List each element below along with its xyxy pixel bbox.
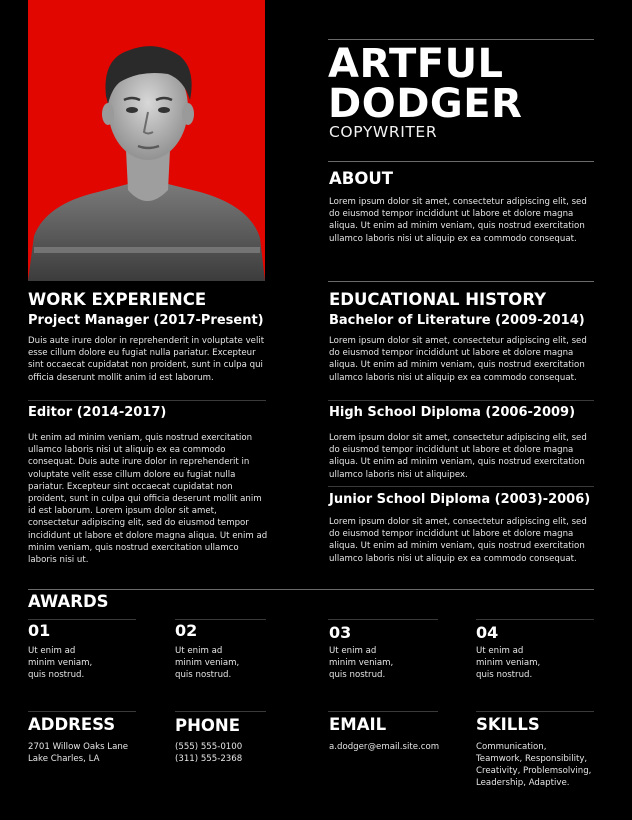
work-divider [28,400,266,401]
education-title: EDUCATIONAL HISTORY [329,290,547,309]
work-item-1-text: Duis aute irure dolor in reprehenderit in voluptate velit esse cillum dolore eu fugiat nulla pariatur. Excepteur sint occaecat cupidatat non proident, sunt in culpa qui officia deserunt mollit anim id est laborum. [28,336,265,383]
education-divider [328,281,594,282]
phone-text: (555) 555-0100 (311) 555-2368 [175,742,243,764]
email-text[interactable]: a.dodger@email.site.com [329,742,440,752]
about-title: ABOUT [329,169,394,188]
education-item-2-title: High School Diploma (2006-2009) [329,405,576,420]
about-text: Lorem ipsum dolor sit amet, consectetur adipiscing elit, sed do eiusmod tempor incididunt ut labore et dolore magna aliqua. Ut enim ad minim veniam, quis nostrud exercitation ullamco laboris nisi ut aliquip ex ea commodo consequat. [329,197,587,244]
award-1-divider [28,619,136,620]
award-2-text: Ut enim ad minim veniam, quis nostrud. [175,646,240,680]
work-item-2-text: Ut enim ad minim veniam, quis nostrud exercitation ullamco laboris nisi ut aliquip ex ea commodo consequat. Duis aute irure dolor in reprehenderit in voluptate velit esse cillum dolore eu fugiat nulla pariatur. Excepteur sint occaecat cupidatat non proident, sunt in culpa qui officia deserunt mollit anim id est laborum. Lorem ipsum dolor sit amet, consectetur adipiscing elit, sed do eiusmod tempor incididunt ut labore et dolore magna aliqua. Ut enim ad minim veniam, quis nostrud exercitation ullamco laboris nisi ut. [28,433,268,566]
portrait-image [28,0,265,281]
name-heading [328,41,523,127]
role-title: COPYWRITER [329,123,438,141]
phone-title: PHONE [175,716,241,735]
address-title: ADDRESS [28,715,116,734]
awards-divider [28,589,594,590]
work-title: WORK EXPERIENCE [28,290,207,309]
name-line-2: DODGER [328,81,523,127]
award-4-number: 04 [476,623,499,642]
education-item-1-title: Bachelor of Literature (2009-2014) [329,313,585,328]
education-item-3-title: Junior School Diploma (2003)-2006) [329,492,591,507]
award-3-divider [328,619,438,620]
name-line-1: ARTFUL [328,41,504,87]
header-top-divider [328,39,594,40]
award-4-divider [476,619,594,620]
award-1-text: Ut enim ad minim veniam, quis nostrud. [28,646,93,680]
education-divider-1 [328,400,594,401]
email-divider [328,711,438,712]
skills-text: Communication, Teamwork, Responsibility, Creativity, Problemsolving, Leadership, Adaptive. [476,742,592,788]
skills-divider [476,711,594,712]
award-4-text: Ut enim ad minim veniam, quis nostrud. [476,646,541,680]
address-text: 2701 Willow Oaks Lane Lake Charles, LA [28,742,129,764]
work-item-2-title: Editor (2014-2017) [28,405,167,420]
education-item-3-text: Lorem ipsum dolor sit amet, consectetur adipiscing elit, sed do eiusmod tempor incididunt ut labore et dolore magna aliqua. Ut enim ad minim veniam, quis nostrud exercitation ullamco laboris nisi ut aliquip ex ea commodo consequat. [329,517,587,564]
award-3-number: 03 [329,623,352,642]
award-3-text: Ut enim ad minim veniam, quis nostrud. [329,646,394,680]
about-divider [328,161,594,162]
education-item-2-text: Lorem ipsum dolor sit amet, consectetur adipiscing elit, sed do eiusmod tempor incididunt ut labore et dolore magna aliqua. Ut enim ad minim veniam, quis nostrud exercitation ullamco laboris nisi ut aliquipex. [329,433,587,480]
award-1-number: 01 [28,621,51,640]
award-2-divider [175,619,266,620]
profile-photo [28,0,265,281]
awards-title: AWARDS [28,592,109,611]
work-item-1-title: Project Manager (2017-Present) [28,313,264,328]
address-divider [28,711,136,712]
education-divider-2 [328,486,594,487]
email-title: EMAIL [329,715,387,734]
education-item-1-text: Lorem ipsum dolor sit amet, consectetur adipiscing elit, sed do eiusmod tempor incididunt ut labore et dolore magna aliqua. Ut enim ad minim veniam, quis nostrud exercitation ullamco laboris nisi ut aliquip ex ea commodo consequat. [329,336,587,383]
phone-divider [175,711,266,712]
award-2-number: 02 [175,621,198,640]
skills-title: SKILLS [476,715,540,734]
